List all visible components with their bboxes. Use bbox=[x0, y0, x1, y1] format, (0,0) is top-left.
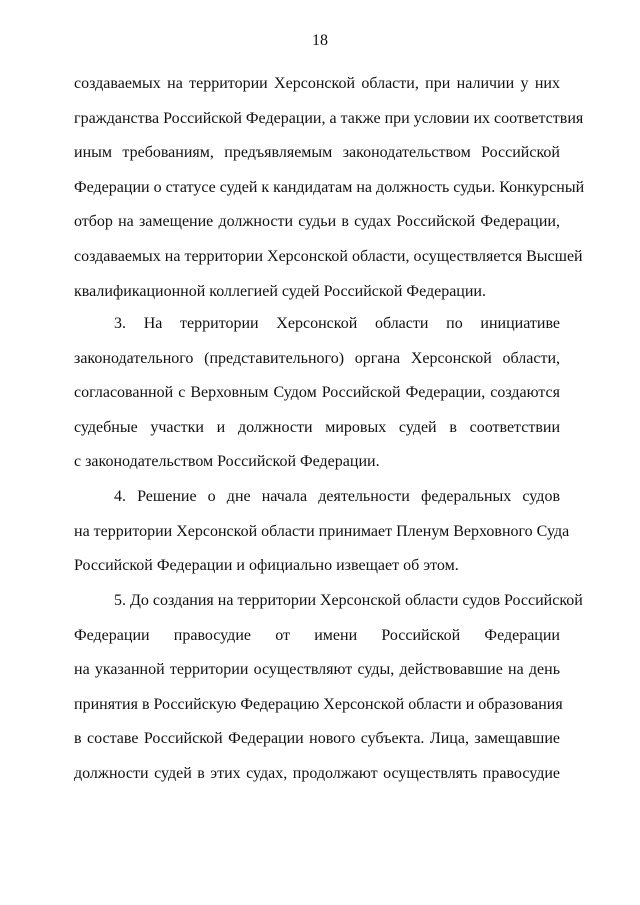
text-line: с законодательством Российской Федерации. bbox=[74, 453, 380, 471]
paragraph-item-5 bbox=[74, 584, 583, 792]
text-line: в составе Российской Федерации нового субъекта. Лица, замещавшие bbox=[74, 730, 560, 748]
text-line: согласованной с Верховным Судом Российской Федерации, создаются bbox=[74, 384, 560, 402]
text-line: отбор на замещение должности судьи в судах Российской Федерации, bbox=[74, 213, 560, 231]
text-line: законодательного (представительного) органа Херсонской области, bbox=[74, 349, 560, 367]
text-line: принятия в Российскую Федерацию Херсонской области и образования bbox=[74, 695, 563, 713]
text-line: создаваемых на территории Херсонской области, осуществляется Высшей bbox=[74, 247, 583, 265]
text-line: Федерации правосудие от имени Российской Федерации bbox=[74, 626, 560, 644]
text-line: 5. До создания на территории Херсонской области судов Российской bbox=[114, 592, 583, 609]
text-line: 3. На территории Херсонской области по инициативе bbox=[114, 315, 560, 332]
text-line: на указанной территории осуществляют суды, действовавшие на день bbox=[74, 661, 560, 679]
page-number: 18 bbox=[312, 32, 328, 49]
text-line: создаваемых на территории Херсонской области, при наличии у них bbox=[74, 75, 560, 92]
text-line: судебные участки и должности мировых судей в соответствии bbox=[74, 418, 560, 436]
paragraph-continuation bbox=[74, 67, 585, 309]
text-line: квалификационной коллегией судей Российской Федерации. bbox=[74, 282, 486, 300]
paragraph-item-3 bbox=[74, 307, 560, 480]
text-line: Российской Федерации и официально извещает об этом. bbox=[74, 557, 459, 575]
text-line: Федерации о статусе судей к кандидатам на должность судьи. Конкурсный bbox=[74, 178, 585, 196]
paragraph-item-4 bbox=[74, 480, 570, 584]
text-line: должности судей в этих судах, продолжают осуществлять правосудие bbox=[74, 764, 560, 782]
text-line: на территории Херсонской области принимает Пленум Верховного Суда bbox=[74, 522, 570, 540]
text-line: гражданства Российской Федерации, а также при условии их соответствия bbox=[74, 109, 584, 127]
text-line: иным требованиям, предъявляемым законодательством Российской bbox=[74, 144, 560, 162]
text-line: 4. Решение о дне начала деятельности федеральных судов bbox=[114, 488, 560, 505]
